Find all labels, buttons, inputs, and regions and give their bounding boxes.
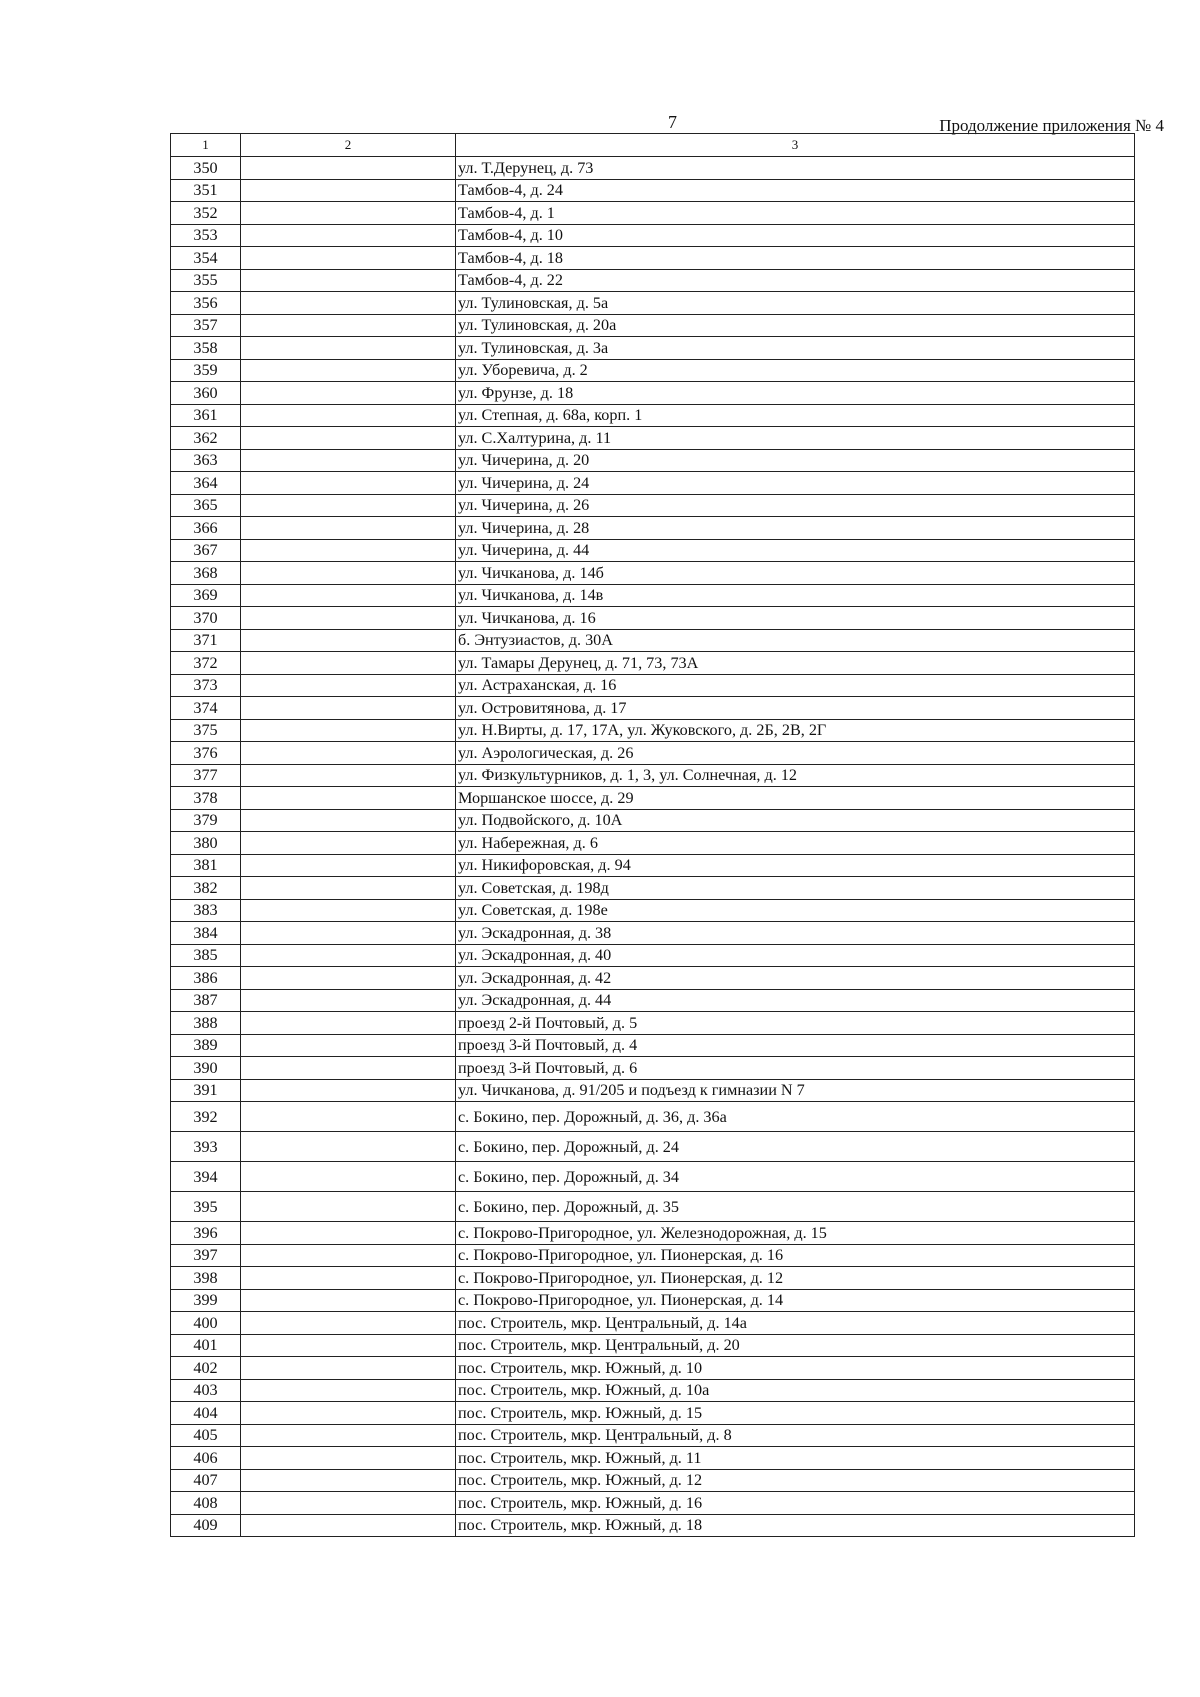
row-number: 395: [171, 1192, 241, 1222]
empty-column-cell: [241, 1162, 456, 1192]
row-number: 409: [171, 1514, 241, 1537]
row-number: 350: [171, 157, 241, 180]
table-row: [171, 337, 1135, 360]
address-cell: ул. Чичерина, д. 20: [456, 449, 1135, 472]
address-table: [170, 133, 1135, 1537]
address-cell: пос. Строитель, мкр. Южный, д. 18: [456, 1514, 1135, 1537]
table-row: [171, 697, 1135, 720]
empty-column-cell: [241, 877, 456, 900]
table-row: [171, 517, 1135, 540]
row-number: 404: [171, 1402, 241, 1425]
empty-column-cell: [241, 337, 456, 360]
row-number: 390: [171, 1057, 241, 1080]
appendix-continuation-label: Продолжение приложения № 4: [939, 116, 1164, 135]
empty-column-cell: [241, 944, 456, 967]
row-number: 374: [171, 697, 241, 720]
table-row: [171, 742, 1135, 765]
empty-column-cell: [241, 832, 456, 855]
address-cell: с. Бокино, пер. Дорожный, д. 36, д. 36а: [456, 1102, 1135, 1132]
empty-column-cell: [241, 1012, 456, 1035]
empty-column-cell: [241, 382, 456, 405]
row-number: 369: [171, 584, 241, 607]
row-number: 352: [171, 202, 241, 225]
address-cell: с. Бокино, пер. Дорожный, д. 34: [456, 1162, 1135, 1192]
row-number: 360: [171, 382, 241, 405]
address-cell: ул. Эскадронная, д. 38: [456, 922, 1135, 945]
address-cell: ул. Никифоровская, д. 94: [456, 854, 1135, 877]
address-cell: пос. Строитель, мкр. Южный, д. 16: [456, 1492, 1135, 1515]
table-row: [171, 562, 1135, 585]
row-number: 380: [171, 832, 241, 855]
address-cell: ул. Эскадронная, д. 44: [456, 989, 1135, 1012]
address-cell: пос. Строитель, мкр. Южный, д. 10а: [456, 1379, 1135, 1402]
address-cell: с. Покрово-Пригородное, ул. Пионерская, д. 16: [456, 1244, 1135, 1267]
table-row: [171, 1192, 1135, 1222]
table-row: [171, 764, 1135, 787]
table-row: [171, 494, 1135, 517]
address-cell: ул. Степная, д. 68а, корп. 1: [456, 404, 1135, 427]
empty-column-cell: [241, 742, 456, 765]
empty-column-cell: [241, 697, 456, 720]
address-cell: ул. Чичканова, д. 16: [456, 607, 1135, 630]
row-number: 361: [171, 404, 241, 427]
empty-column-cell: [241, 1192, 456, 1222]
empty-column-cell: [241, 517, 456, 540]
address-cell: ул. Астраханская, д. 16: [456, 674, 1135, 697]
address-cell: ул. Эскадронная, д. 40: [456, 944, 1135, 967]
table-row: [171, 1514, 1135, 1537]
empty-column-cell: [241, 179, 456, 202]
address-cell: с. Бокино, пер. Дорожный, д. 35: [456, 1192, 1135, 1222]
row-number: 388: [171, 1012, 241, 1035]
row-number: 389: [171, 1034, 241, 1057]
address-cell: ул. Набережная, д. 6: [456, 832, 1135, 855]
empty-column-cell: [241, 674, 456, 697]
address-cell: Тамбов-4, д. 22: [456, 269, 1135, 292]
empty-column-cell: [241, 494, 456, 517]
empty-column-cell: [241, 292, 456, 315]
row-number: 386: [171, 967, 241, 990]
table-row: [171, 1357, 1135, 1380]
row-number: 383: [171, 899, 241, 922]
table-row: [171, 832, 1135, 855]
row-number: 358: [171, 337, 241, 360]
empty-column-cell: [241, 1492, 456, 1515]
empty-column-cell: [241, 1132, 456, 1162]
address-cell: пос. Строитель, мкр. Южный, д. 15: [456, 1402, 1135, 1425]
table-row: [171, 539, 1135, 562]
row-number: 368: [171, 562, 241, 585]
row-number: 385: [171, 944, 241, 967]
table-row: [171, 224, 1135, 247]
empty-column-cell: [241, 404, 456, 427]
address-cell: с. Покрово-Пригородное, ул. Железнодорожная, д. 15: [456, 1222, 1135, 1245]
row-number: 362: [171, 427, 241, 450]
row-number: 382: [171, 877, 241, 900]
empty-column-cell: [241, 427, 456, 450]
empty-column-cell: [241, 764, 456, 787]
address-cell: ул. Островитянова, д. 17: [456, 697, 1135, 720]
row-number: 391: [171, 1079, 241, 1102]
empty-column-cell: [241, 652, 456, 675]
table-row: [171, 809, 1135, 832]
table-row: [171, 359, 1135, 382]
address-cell: ул. Физкультурников, д. 1, 3, ул. Солнечная, д. 12: [456, 764, 1135, 787]
row-number: 408: [171, 1492, 241, 1515]
empty-column-cell: [241, 562, 456, 585]
table-row: [171, 382, 1135, 405]
table-row: [171, 292, 1135, 315]
table-row: [171, 1079, 1135, 1102]
address-cell: пос. Строитель, мкр. Южный, д. 11: [456, 1447, 1135, 1470]
empty-column-cell: [241, 584, 456, 607]
empty-column-cell: [241, 157, 456, 180]
row-number: 399: [171, 1289, 241, 1312]
row-number: 376: [171, 742, 241, 765]
address-cell: ул. Эскадронная, д. 42: [456, 967, 1135, 990]
table-row: [171, 1424, 1135, 1447]
table-row: [171, 472, 1135, 495]
table-row: [171, 1447, 1135, 1470]
empty-column-cell: [241, 629, 456, 652]
table-row: [171, 719, 1135, 742]
row-number: 398: [171, 1267, 241, 1290]
empty-column-cell: [241, 269, 456, 292]
row-number: 403: [171, 1379, 241, 1402]
row-number: 396: [171, 1222, 241, 1245]
empty-column-cell: [241, 1079, 456, 1102]
table-row: [171, 584, 1135, 607]
empty-column-cell: [241, 922, 456, 945]
address-cell: ул. Чичканова, д. 14б: [456, 562, 1135, 585]
empty-column-cell: [241, 1222, 456, 1245]
row-number: 387: [171, 989, 241, 1012]
address-cell: с. Покрово-Пригородное, ул. Пионерская, д. 12: [456, 1267, 1135, 1290]
empty-column-cell: [241, 1424, 456, 1447]
table-row: [171, 1334, 1135, 1357]
table-row: [171, 1267, 1135, 1290]
address-cell: ул. Тамары Дерунец, д. 71, 73, 73А: [456, 652, 1135, 675]
table-row: [171, 1012, 1135, 1035]
address-cell: ул. Чичканова, д. 14в: [456, 584, 1135, 607]
address-cell: проезд 2-й Почтовый, д. 5: [456, 1012, 1135, 1035]
empty-column-cell: [241, 1514, 456, 1537]
address-cell: ул. Чичерина, д. 44: [456, 539, 1135, 562]
row-number: 392: [171, 1102, 241, 1132]
table-row: [171, 674, 1135, 697]
row-number: 363: [171, 449, 241, 472]
column-header-1: 1: [171, 134, 241, 157]
table-row: [171, 922, 1135, 945]
empty-column-cell: [241, 967, 456, 990]
address-cell: проезд 3-й Почтовый, д. 6: [456, 1057, 1135, 1080]
address-cell: ул. Чичерина, д. 26: [456, 494, 1135, 517]
address-cell: пос. Строитель, мкр. Центральный, д. 20: [456, 1334, 1135, 1357]
empty-column-cell: [241, 1334, 456, 1357]
table-row: [171, 1034, 1135, 1057]
address-cell: б. Энтузиастов, д. 30А: [456, 629, 1135, 652]
row-number: 354: [171, 247, 241, 270]
empty-column-cell: [241, 224, 456, 247]
row-number: 353: [171, 224, 241, 247]
table-row: [171, 269, 1135, 292]
table-row: [171, 1244, 1135, 1267]
address-cell: ул. Аэрологическая, д. 26: [456, 742, 1135, 765]
address-cell: ул. Фрунзе, д. 18: [456, 382, 1135, 405]
address-cell: ул. Уборевича, д. 2: [456, 359, 1135, 382]
column-header-2: 2: [241, 134, 456, 157]
address-cell: ул. Тулиновская, д. 3а: [456, 337, 1135, 360]
table-row: [171, 1289, 1135, 1312]
table-row: [171, 1469, 1135, 1492]
row-number: 375: [171, 719, 241, 742]
empty-column-cell: [241, 202, 456, 225]
table-row: [171, 1312, 1135, 1335]
empty-column-cell: [241, 809, 456, 832]
row-number: 401: [171, 1334, 241, 1357]
row-number: 355: [171, 269, 241, 292]
empty-column-cell: [241, 247, 456, 270]
table-row: [171, 1222, 1135, 1245]
table-header-row: [171, 134, 1135, 157]
row-number: 406: [171, 1447, 241, 1470]
table-body: [171, 157, 1135, 1537]
address-cell: Тамбов-4, д. 24: [456, 179, 1135, 202]
table-row: [171, 1102, 1135, 1132]
table-row: [171, 404, 1135, 427]
row-number: 351: [171, 179, 241, 202]
row-number: 407: [171, 1469, 241, 1492]
row-number: 356: [171, 292, 241, 315]
row-number: 367: [171, 539, 241, 562]
empty-column-cell: [241, 539, 456, 562]
table-row: [171, 967, 1135, 990]
page-number: 7: [668, 112, 677, 132]
row-number: 359: [171, 359, 241, 382]
address-cell: Тамбов-4, д. 1: [456, 202, 1135, 225]
address-cell: ул. Тулиновская, д. 5а: [456, 292, 1135, 315]
table-row: [171, 202, 1135, 225]
table-row: [171, 629, 1135, 652]
empty-column-cell: [241, 1357, 456, 1380]
table-row: [171, 652, 1135, 675]
row-number: 402: [171, 1357, 241, 1380]
empty-column-cell: [241, 359, 456, 382]
empty-column-cell: [241, 1379, 456, 1402]
row-number: 381: [171, 854, 241, 877]
table-row: [171, 449, 1135, 472]
address-cell: ул. Чичерина, д. 24: [456, 472, 1135, 495]
table-row: [171, 944, 1135, 967]
table-row: [171, 247, 1135, 270]
address-cell: пос. Строитель, мкр. Южный, д. 12: [456, 1469, 1135, 1492]
table-row: [171, 787, 1135, 810]
table-row: [171, 989, 1135, 1012]
empty-column-cell: [241, 719, 456, 742]
empty-column-cell: [241, 989, 456, 1012]
row-number: 370: [171, 607, 241, 630]
table-row: [171, 899, 1135, 922]
empty-column-cell: [241, 1034, 456, 1057]
table-row: [171, 427, 1135, 450]
table-row: [171, 1162, 1135, 1192]
empty-column-cell: [241, 1057, 456, 1080]
address-cell: ул. Советская, д. 198е: [456, 899, 1135, 922]
table-row: [171, 1379, 1135, 1402]
address-cell: с. Покрово-Пригородное, ул. Пионерская, д. 14: [456, 1289, 1135, 1312]
row-number: 373: [171, 674, 241, 697]
table-row: [171, 179, 1135, 202]
table-row: [171, 877, 1135, 900]
empty-column-cell: [241, 472, 456, 495]
empty-column-cell: [241, 899, 456, 922]
row-number: 378: [171, 787, 241, 810]
row-number: 394: [171, 1162, 241, 1192]
empty-column-cell: [241, 1289, 456, 1312]
address-cell: Тамбов-4, д. 18: [456, 247, 1135, 270]
address-cell: Тамбов-4, д. 10: [456, 224, 1135, 247]
empty-column-cell: [241, 787, 456, 810]
empty-column-cell: [241, 1469, 456, 1492]
row-number: 372: [171, 652, 241, 675]
address-cell: ул. С.Халтурина, д. 11: [456, 427, 1135, 450]
row-number: 379: [171, 809, 241, 832]
row-number: 393: [171, 1132, 241, 1162]
empty-column-cell: [241, 607, 456, 630]
row-number: 366: [171, 517, 241, 540]
row-number: 357: [171, 314, 241, 337]
row-number: 397: [171, 1244, 241, 1267]
empty-column-cell: [241, 1402, 456, 1425]
row-number: 365: [171, 494, 241, 517]
table-row: [171, 1132, 1135, 1162]
empty-column-cell: [241, 449, 456, 472]
row-number: 364: [171, 472, 241, 495]
empty-column-cell: [241, 314, 456, 337]
row-number: 371: [171, 629, 241, 652]
row-number: 400: [171, 1312, 241, 1335]
row-number: 384: [171, 922, 241, 945]
address-cell: пос. Строитель, мкр. Центральный, д. 14а: [456, 1312, 1135, 1335]
address-cell: с. Бокино, пер. Дорожный, д. 24: [456, 1132, 1135, 1162]
table-row: [171, 157, 1135, 180]
address-cell: Моршанское шоссе, д. 29: [456, 787, 1135, 810]
address-cell: ул. Чичканова, д. 91/205 и подъезд к гимназии N 7: [456, 1079, 1135, 1102]
table-row: [171, 1057, 1135, 1080]
empty-column-cell: [241, 1312, 456, 1335]
column-header-3: 3: [456, 134, 1135, 157]
row-number: 377: [171, 764, 241, 787]
empty-column-cell: [241, 1267, 456, 1290]
row-number: 405: [171, 1424, 241, 1447]
address-cell: ул. Подвойского, д. 10А: [456, 809, 1135, 832]
address-cell: пос. Строитель, мкр. Центральный, д. 8: [456, 1424, 1135, 1447]
address-cell: проезд 3-й Почтовый, д. 4: [456, 1034, 1135, 1057]
address-cell: ул. Н.Вирты, д. 17, 17А, ул. Жуковского, д. 2Б, 2В, 2Г: [456, 719, 1135, 742]
table-row: [171, 1402, 1135, 1425]
address-cell: ул. Чичерина, д. 28: [456, 517, 1135, 540]
table-row: [171, 607, 1135, 630]
address-cell: ул. Советская, д. 198д: [456, 877, 1135, 900]
table-row: [171, 314, 1135, 337]
table-row: [171, 1492, 1135, 1515]
empty-column-cell: [241, 854, 456, 877]
table-row: [171, 854, 1135, 877]
empty-column-cell: [241, 1244, 456, 1267]
empty-column-cell: [241, 1102, 456, 1132]
empty-column-cell: [241, 1447, 456, 1470]
address-cell: пос. Строитель, мкр. Южный, д. 10: [456, 1357, 1135, 1380]
address-cell: ул. Тулиновская, д. 20а: [456, 314, 1135, 337]
address-cell: ул. Т.Дерунец, д. 73: [456, 157, 1135, 180]
